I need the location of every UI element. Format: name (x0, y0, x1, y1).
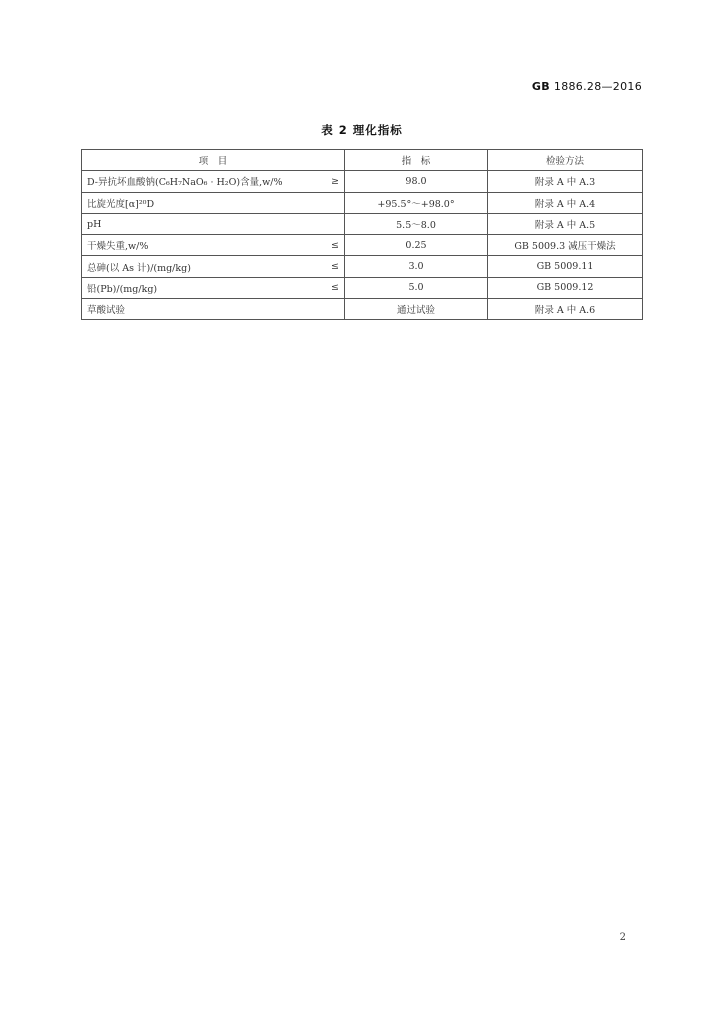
standard-prefix: GB (531, 80, 550, 93)
item-name: D-异抗坏血酸钠(C₆H₇NaO₆ · H₂O)含量,w/% (87, 177, 283, 189)
method-cell: GB 5009.11 (488, 256, 643, 277)
standard-code: 1886.28—2016 (553, 80, 642, 93)
page-number: 2 (619, 932, 626, 943)
value-cell: 0.25 (345, 235, 488, 256)
table-row (82, 256, 643, 277)
item-cell (82, 256, 345, 277)
item-name: 草酸试验 (87, 305, 126, 317)
table-row (82, 235, 643, 256)
method-cell: 附录 A 中 A.4 (488, 192, 643, 213)
item-cell (82, 192, 345, 213)
table-row (82, 213, 643, 234)
item-cell (82, 171, 345, 192)
limit-symbol: ≥ (331, 175, 339, 187)
method-cell: 附录 A 中 A.3 (488, 171, 643, 192)
item-cell (82, 277, 345, 298)
table-row (82, 192, 643, 213)
method-cell: GB 5009.12 (488, 277, 643, 298)
value-cell: 通过试验 (345, 299, 488, 320)
value-cell: 5.0 (345, 277, 488, 298)
item-name: pH (87, 218, 102, 230)
value-cell: 98.0 (345, 171, 488, 192)
value-cell: 3.0 (345, 256, 488, 277)
item-name: 总砷(以 As 计)/(mg/kg) (87, 262, 191, 274)
column-header-limit: 指 标 (345, 150, 488, 171)
item-name: 比旋光度[α]²⁰D (87, 198, 155, 210)
item-cell (82, 299, 345, 320)
item-name: 干燥失重,w/% (87, 241, 149, 253)
item-name: 铅(Pb)/(mg/kg) (87, 283, 158, 295)
standard-number (532, 80, 642, 93)
physicochemical-spec-table (81, 149, 643, 320)
limit-symbol: ≤ (331, 282, 339, 294)
table-row (82, 277, 643, 298)
method-cell: GB 5009.3 减压干燥法 (488, 235, 643, 256)
table-header-row (82, 150, 643, 171)
limit-symbol: ≤ (331, 239, 339, 251)
table-row (82, 299, 643, 320)
limit-symbol: ≤ (331, 261, 339, 273)
method-cell: 附录 A 中 A.5 (488, 213, 643, 234)
item-cell (82, 213, 345, 234)
method-cell: 附录 A 中 A.6 (488, 299, 643, 320)
value-cell: +95.5°～+98.0° (345, 192, 488, 213)
column-header-item: 项 目 (82, 150, 345, 171)
value-cell: 5.5～8.0 (345, 213, 488, 234)
column-header-method: 检验方法 (488, 150, 643, 171)
item-cell (82, 235, 345, 256)
table-row (82, 171, 643, 192)
table-title: 表 2 理化指标 (321, 123, 403, 137)
